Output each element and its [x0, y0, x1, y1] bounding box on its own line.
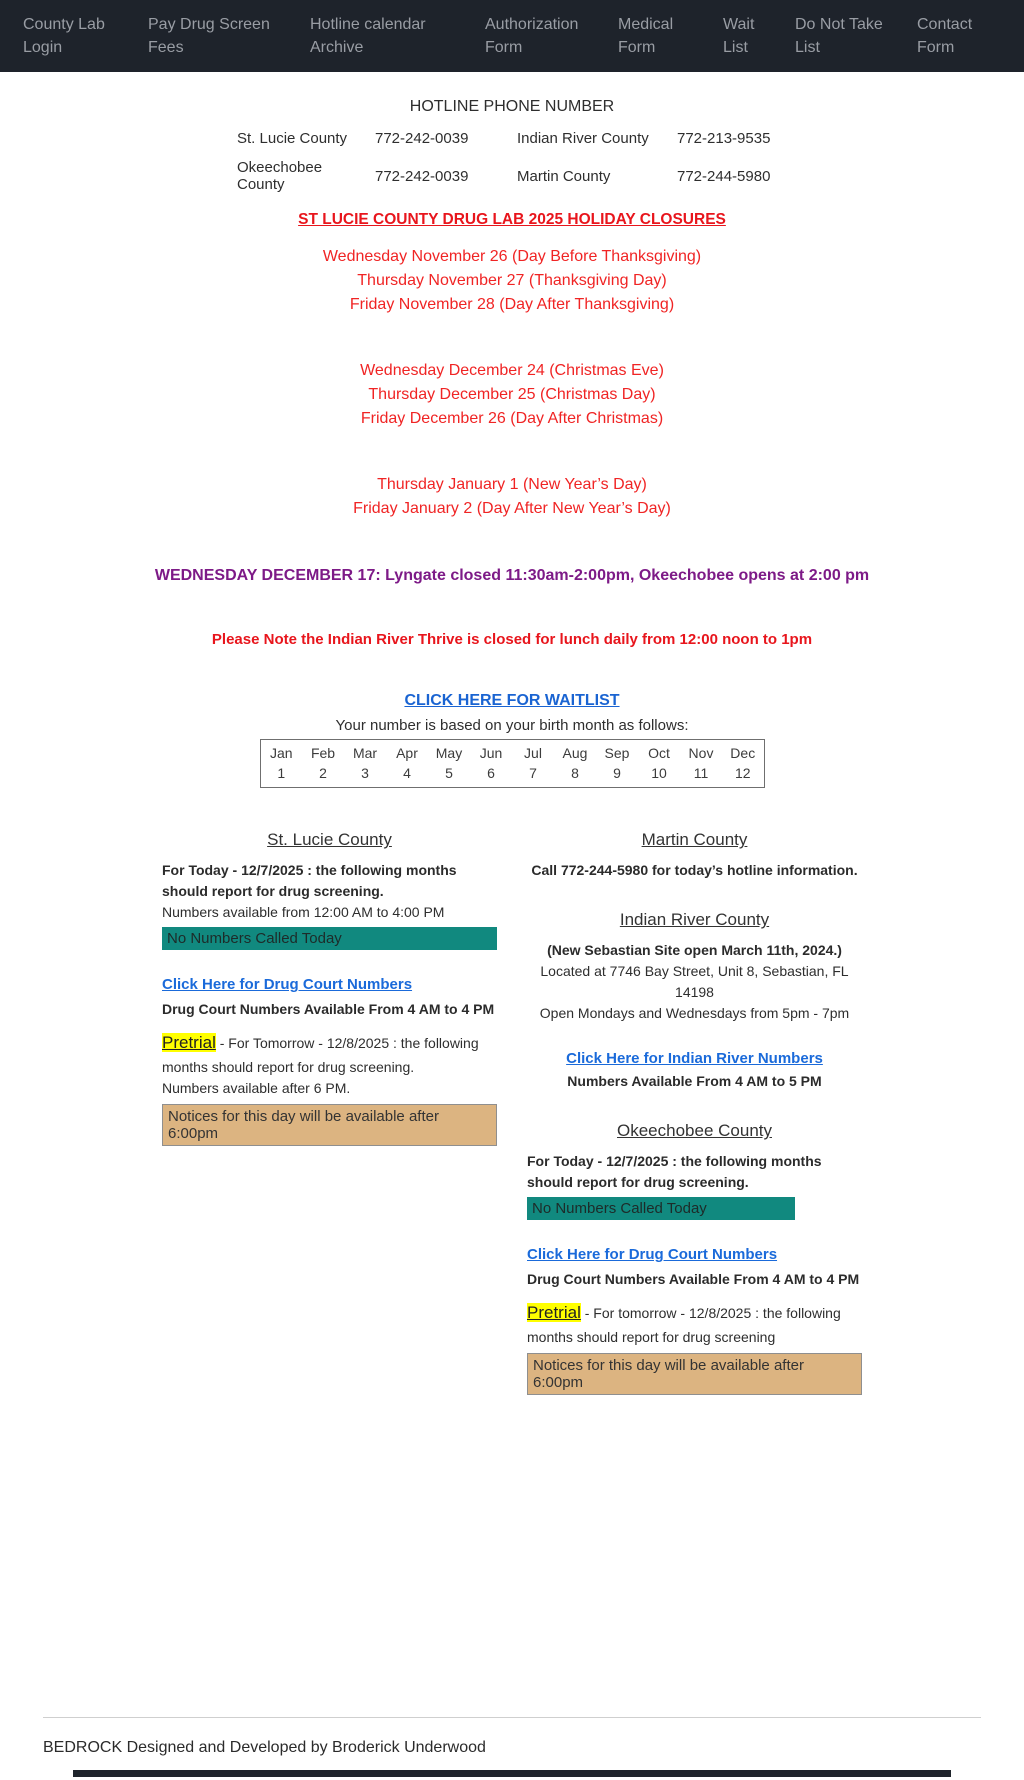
county-phone: 772-242-0039	[375, 167, 469, 185]
month-cell: May	[435, 745, 463, 762]
month-cell: Nov	[688, 745, 714, 762]
county-phone: 772-242-0039	[375, 130, 469, 148]
county-phone: 772-213-9535	[677, 130, 771, 148]
okeechobee-drug-court-link[interactable]: Click Here for Drug Court Numbers	[527, 1246, 778, 1264]
month-cell: Aug	[562, 745, 588, 762]
st-lucie-drug-court-link[interactable]: Click Here for Drug Court Numbers	[162, 976, 413, 994]
st-lucie-today-text: For Today - 12/7/2025 : the following months should report for drug screening.	[162, 862, 457, 900]
month-number-cell: 4	[403, 765, 411, 782]
hotline-phone-title: HOTLINE PHONE NUMBER	[409, 98, 615, 116]
nav-wait-list[interactable]: Wait List	[723, 16, 755, 57]
county-name: Indian River County	[517, 130, 649, 148]
county-phone: 772-244-5980	[677, 167, 771, 185]
st-lucie-no-numbers-banner: No Numbers Called Today	[162, 927, 497, 950]
table-row	[237, 153, 787, 199]
table-row	[237, 124, 787, 153]
okeechobee-pretrial-paragraph	[527, 1300, 862, 1348]
month-number-cell: 6	[487, 765, 495, 782]
table-row	[260, 763, 764, 788]
month-number-cell: 3	[361, 765, 369, 782]
footer	[0, 1717, 1024, 1780]
county-columns	[162, 830, 862, 1395]
nav-do-not-take-list[interactable]: Do Not Take List	[795, 16, 883, 57]
closure-line: Wednesday December 24 (Christmas Eve)	[360, 362, 664, 380]
county-name: Martin County	[517, 167, 611, 185]
closure-group-newyear	[0, 473, 1024, 521]
st-lucie-section	[162, 830, 497, 1395]
indian-river-heading: Indian River County	[619, 910, 770, 930]
month-cell: Feb	[310, 745, 336, 762]
month-number-cell: 8	[571, 765, 579, 782]
st-lucie-heading: St. Lucie County	[267, 830, 392, 850]
closure-line: Friday January 2 (Day After New Year’s Day)	[353, 500, 671, 518]
top-navbar	[0, 0, 1024, 72]
month-cell: Dec	[730, 745, 756, 762]
nav-authorization-form[interactable]: Authorization Form	[485, 16, 579, 57]
closure-line: Thursday January 1 (New Year’s Day)	[377, 476, 647, 494]
closure-line: Thursday December 25 (Christmas Day)	[368, 386, 656, 404]
county-name: Okeechobee County	[237, 159, 323, 194]
indian-river-open-hours: Open Mondays and Wednesdays from 5pm - 7pm	[539, 1005, 850, 1022]
hotline-phone-table	[237, 124, 787, 199]
month-number-cell: 10	[651, 765, 667, 782]
month-cell: Jul	[524, 745, 542, 762]
closure-line: Thursday November 27 (Thanksgiving Day)	[357, 272, 667, 290]
month-number-cell: 2	[319, 765, 327, 782]
indian-river-address: Located at 7746 Bay Street, Unit 8, Sebastian, FL 14198	[540, 963, 849, 1001]
nav-hotline-calendar-archive[interactable]: Hotline calendar Archive	[310, 16, 426, 57]
st-lucie-pretrial-hours: Numbers available after 6 PM.	[162, 1080, 351, 1097]
indian-river-site-note: (New Sebastian Site open March 11th, 2024.)	[547, 942, 842, 959]
martin-call-text: Call 772-244-5980 for today’s hotline information.	[531, 862, 858, 879]
indian-river-lunch-notice: Please Note the Indian River Thrive is closed for lunch daily from 12:00 noon to 1pm	[211, 631, 813, 649]
pretrial-highlight: Pretrial	[527, 1303, 581, 1323]
footer-credit: BEDROCK Designed and Developed by Broderick Underwood	[43, 1739, 486, 1756]
month-cell: Jan	[269, 745, 293, 762]
county-name: St. Lucie County	[237, 130, 348, 148]
indian-river-numbers-hours: Numbers Available From 4 AM to 5 PM	[567, 1073, 822, 1090]
waitlist-link[interactable]: CLICK HERE FOR WAITLIST	[404, 692, 620, 710]
month-cell: Mar	[352, 745, 378, 762]
table-row	[260, 740, 764, 764]
nav-county-lab-login[interactable]: County Lab Login	[23, 16, 105, 57]
birth-month-table	[260, 739, 765, 788]
pretrial-highlight: Pretrial	[162, 1033, 216, 1053]
okeechobee-heading: Okeechobee County	[617, 1121, 772, 1141]
closure-line: Wednesday November 26 (Day Before Thanksgiving)	[322, 248, 702, 266]
okeechobee-drug-court-hours: Drug Court Numbers Available From 4 AM to 4 PM	[527, 1271, 860, 1288]
bottom-bar	[73, 1770, 951, 1777]
st-lucie-notices-banner: Notices for this day will be available after 6:00pm	[162, 1104, 497, 1146]
month-number-cell: 1	[277, 765, 286, 782]
month-cell: Sep	[604, 745, 630, 762]
month-cell: Oct	[648, 745, 670, 762]
indian-river-numbers-link[interactable]: Click Here for Indian River Numbers	[566, 1050, 823, 1068]
st-lucie-drug-court-hours: Drug Court Numbers Available From 4 AM to 4 PM	[162, 1001, 495, 1018]
month-cell: Apr	[396, 745, 418, 762]
month-number-cell: 9	[613, 765, 621, 782]
holiday-closures-title: ST LUCIE COUNTY DRUG LAB 2025 HOLIDAY CLOSURES	[298, 211, 726, 229]
st-lucie-hours: Numbers available from 12:00 AM to 4:00 PM	[162, 904, 445, 921]
st-lucie-pretrial-text: - For Tomorrow - 12/8/2025 : the following months should report for drug screening.	[162, 1035, 479, 1075]
okeechobee-notices-banner: Notices for this day will be available after 6:00pm	[527, 1353, 862, 1395]
december-17-notice: WEDNESDAY DECEMBER 17: Lyngate closed 11:30am-2:00pm, Okeechobee opens at 2:00 pm	[154, 567, 870, 585]
okeechobee-no-numbers-banner: No Numbers Called Today	[527, 1197, 795, 1220]
month-number-cell: 5	[445, 765, 453, 782]
birth-month-caption: Your number is based on your birth month as follows:	[335, 717, 689, 735]
right-column	[527, 830, 862, 1395]
nav-contact-form[interactable]: Contact Form	[917, 16, 973, 57]
nav-medical-form[interactable]: Medical Form	[618, 16, 674, 57]
closure-group-thanksgiving	[0, 245, 1024, 317]
okeechobee-today-text: For Today - 12/7/2025 : the following months should report for drug screening.	[527, 1153, 822, 1191]
martin-heading: Martin County	[641, 830, 748, 850]
okeechobee-pretrial-text: - For tomorrow - 12/8/2025 : the following months should report for drug screening	[527, 1305, 841, 1345]
st-lucie-pretrial-paragraph	[162, 1030, 497, 1078]
month-number-cell: 11	[693, 765, 709, 782]
month-number-cell: 12	[734, 765, 751, 782]
month-number-cell: 7	[529, 765, 537, 782]
closure-group-christmas	[0, 359, 1024, 431]
closure-line: Friday December 26 (Day After Christmas)	[360, 410, 664, 428]
nav-pay-drug-screen-fees[interactable]: Pay Drug Screen Fees	[148, 16, 270, 57]
month-cell: Jun	[479, 745, 503, 762]
closure-line: Friday November 28 (Day After Thanksgiving)	[349, 296, 675, 314]
